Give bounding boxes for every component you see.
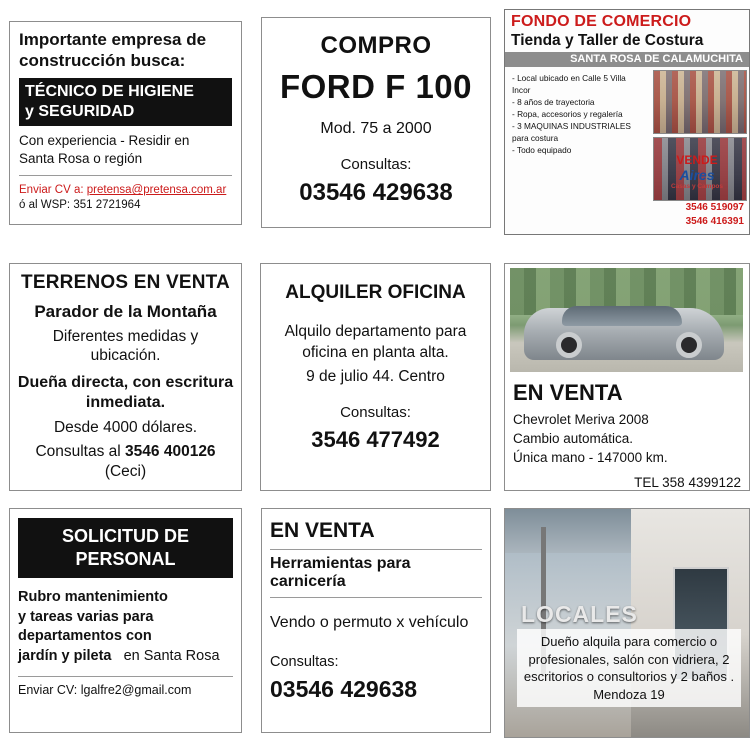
ad3-bullet-3: - 3 MAQUINAS INDUSTRIALES para costura [512,121,631,144]
ad-cell-6 [500,250,750,500]
ad9-address: Mendoza 19 [593,686,665,702]
ad8-divider-bottom [270,597,482,598]
ad3-bullet-4: - Todo equipado [512,145,572,156]
ad6-title: EN VENTA [513,380,623,405]
ad-cell-9 [500,500,750,750]
ad1-contact [19,182,232,198]
ad1-wsp: ó al WSP: 351 2721964 [19,198,141,211]
ad2-line2: FORD F 100 [279,68,473,105]
ad-cell-5 [250,250,500,500]
ad5-title: ALQUILER OFICINA [285,282,466,303]
ad5-line2: 9 de julio 44. Centro [306,367,445,385]
ad2-line1: COMPRO [320,32,432,59]
ad7-banner-line1: SOLICITUD DE [61,526,189,546]
ad8-title: EN VENTA [270,519,375,542]
ad7-body-line1: Rubro mantenimiento [18,589,168,605]
ad6-details [513,411,749,468]
ad7-body [18,588,233,666]
ad7-contact[interactable]: Enviar CV: lgalfre2@gmail.com [18,683,192,698]
ad-locales[interactable] [504,508,750,738]
ad-alquiler-oficina[interactable] [260,263,491,491]
ad3-location: SANTA ROSA DE CALAMUCHITA [505,52,749,67]
ad5-line1: Alquilo departamento para oficina en planta alta. [284,323,467,361]
ad1-banner-line2: y SEGURIDAD [25,102,135,120]
ad9-title: LOCALES [521,601,638,627]
car-photo [510,268,743,372]
ad1-contact-prefix: Enviar CV a: [19,184,84,197]
ad5-phone: 3546 477492 [311,426,440,452]
ad7-body-line4-wrap [18,647,233,667]
ad8-subtitle: Herramientas para carnicería [270,555,411,590]
ad7-banner-line2: PERSONAL [75,548,176,569]
ad-chevrolet-meriva[interactable] [504,263,750,491]
ad1-email-link[interactable]: pretensa@pretensa.com.ar [86,184,227,197]
shop-interior-photo [653,70,747,134]
ad-cell-3 [500,0,750,250]
ad-terrenos-en-venta[interactable] [9,263,242,491]
ad3-bullet-1: - 8 años de trayectoria [512,97,595,108]
ad4-phone: 3546 400126 [125,443,216,461]
ad3-bullet-2: - Ropa, accesorios y regalería [512,109,623,120]
ad2-line4: Consultas: [340,156,412,173]
ad5-line3: Consultas: [340,403,411,421]
ad1-heading: Importante empresa de construcción busca: [19,30,207,70]
ad6-line3: Única mano - 147000 km. [513,449,668,465]
ad1-banner [19,78,232,125]
ad2-phone: 03546 429638 [299,179,453,206]
ad8-divider-top [270,549,482,550]
ad-compro-ford[interactable] [261,17,491,228]
ad-cell-8 [250,500,500,750]
ad3-vende-block [651,153,743,190]
ad3-phones [686,201,744,228]
ad4-line1: Parador de la Montaña [34,302,217,321]
ad1-body-line2: Santa Rosa o región [19,150,143,166]
ad-herramientas-carniceria[interactable] [261,508,491,733]
ad8-line1: Vendo o permuto x vehículo [270,614,469,631]
ad6-line1: Chevrolet Meriva 2008 [513,412,649,427]
ad3-phone-1: 3546 519097 [685,202,744,213]
car-wheel-front [556,332,582,358]
ad-cell-4 [0,250,250,500]
ad1-body [19,132,232,168]
ad-empresa-construccion[interactable] [9,21,242,225]
ad3-brand [651,167,743,190]
ad9-body-block [517,629,741,707]
ad3-header: FONDO DE COMERCIO [511,13,692,30]
ad4-line3: Dueña directa, con escritura inmediata. [17,373,234,411]
car-wheel-rear [676,332,702,358]
ad7-body-line4: jardín y pileta [18,647,112,664]
ad3-subheader: Tienda y Taller de Costura [511,32,704,49]
ad1-banner-line1: TÉCNICO DE HIGIENE [25,83,194,101]
ad4-line4: Desde 4000 dólares. [53,418,198,436]
ad-cell-2 [250,0,500,250]
ad-solicitud-de-personal[interactable] [9,508,242,733]
ad3-bullet-list [512,72,640,156]
ad3-phone-2: 3546 416391 [685,215,744,227]
ad4-contact-name: (Ceci) [104,463,147,481]
ad8-line2: Consultas: [270,654,339,670]
ad7-body-line2: y tareas varias para [18,608,154,625]
ad-cell-7 [0,500,250,750]
ad-cell-1 [0,0,250,250]
ad4-line2: Diferentes medidas y ubicación. [52,328,199,365]
ad3-brand-name: Aires [679,167,715,183]
ad3-bullet-0: - Local ubicado en Calle 5 Villa Incor [512,73,626,96]
ad4-contact [16,442,235,482]
ad9-body: Dueño alquila para comercio o profesionales, salón con vidriera, 2 escritorios o consultorios y 2 baños . [523,634,735,685]
ad3-vende-label: VENDE [676,153,718,167]
ad8-phone: 03546 429638 [270,676,418,702]
ad7-body-line4b: en Santa Rosa [123,647,220,664]
ad7-divider [18,676,233,677]
ad7-body-line3: departamentos con [18,628,152,645]
ad1-divider [19,175,232,176]
ad-fondo-de-comercio[interactable] [504,9,750,235]
ad2-line3: Mod. 75 a 2000 [320,120,432,137]
car-windows [562,306,682,326]
ad4-title: TERRENOS EN VENTA [21,272,230,293]
ad7-banner [18,518,233,578]
ad3-brand-sub: Casas y Campos [670,183,724,190]
ad6-phone: TEL 358 4399122 [634,474,741,490]
ad1-body-line1: Con experiencia - Residir en [19,132,190,148]
car-body [524,308,724,360]
ad4-line5: Consultas al [35,443,121,461]
ad6-line2: Cambio automática. [513,430,634,446]
